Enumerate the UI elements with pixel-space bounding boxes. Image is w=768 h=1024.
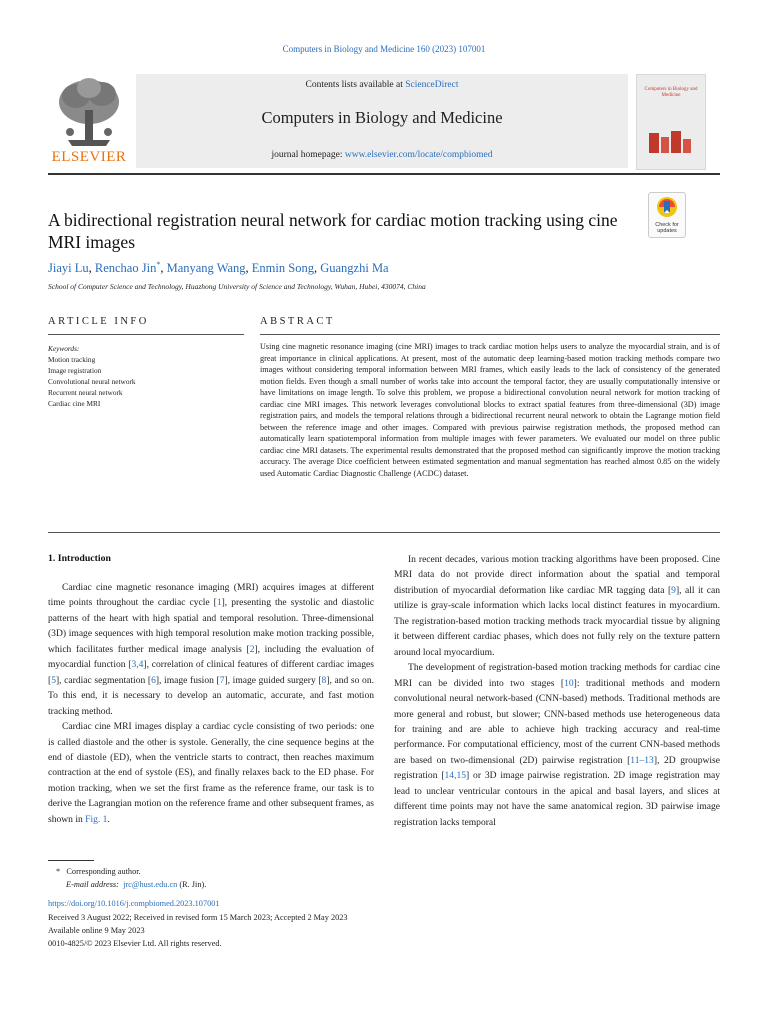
footnote-rule bbox=[48, 860, 94, 861]
citation-link[interactable]: 9 bbox=[671, 584, 676, 596]
doi-link[interactable]: https://doi.org/10.1016/j.compbiomed.2023.107001 bbox=[48, 899, 220, 908]
citation-link[interactable]: 6 bbox=[151, 674, 156, 686]
author-separator: , bbox=[313, 261, 321, 276]
header-rule bbox=[48, 173, 720, 175]
journal-banner bbox=[136, 74, 628, 168]
homepage-prefix: journal homepage: bbox=[271, 150, 345, 160]
citation-link[interactable]: 11–13 bbox=[630, 754, 654, 766]
body-text: Cardiac cine MRI images display a cardiac cycle consisting of two periods: one is called diastole and the other is systole. Generally, the cine sequence begins at the end of diastole (ED), when the ventricle starts to contract, then reaches maximum contraction at the end of systole (ES), and finally relaxes back to the ED phase. For motion tracking, when we set the first frame as the reference frame, our task is to derive the Lagrangian motion on the reference frame and other subsequent frames, as shown in bbox=[48, 721, 374, 825]
affiliation: School of Computer Science and Technology, Huazhong University of Science and Technology, Wuhan, Hubei, 430074, China bbox=[48, 282, 426, 291]
body-text: In recent decades, various motion tracking algorithms have been proposed. Cine MRI data do not provide direct information about the spatial and temporal distribution of myocardial deformation like cardiac MR tagging data [ bbox=[394, 554, 720, 596]
citation-link[interactable]: 5 bbox=[51, 674, 56, 686]
body-text: ], cardiac segmentation [ bbox=[55, 674, 152, 686]
body-text: ] or 3D image pairwise registration. 2D image registration may lead to unclear ventricular contours in the apical and basal layers, and slices at different time points may not have the same anatomical region. 3D pairwise image registration lacks temporal bbox=[394, 770, 720, 828]
author-link[interactable]: Jiayi Lu bbox=[48, 261, 89, 276]
citation-link[interactable]: 10 bbox=[564, 677, 574, 689]
author-link[interactable]: Enmin Song bbox=[251, 261, 314, 276]
author-link[interactable]: Guangzhi Ma bbox=[320, 261, 389, 276]
author-link[interactable]: Renchao Jin bbox=[94, 261, 157, 276]
author-separator: , bbox=[88, 261, 95, 276]
journal-cover-thumbnail[interactable] bbox=[636, 74, 706, 170]
author-list bbox=[48, 260, 389, 276]
cover-art-icon bbox=[649, 129, 693, 155]
article-title: A bidirectional registration neural network for cardiac motion tracking using cine MRI images bbox=[48, 210, 618, 252]
article-info-rule bbox=[48, 334, 244, 335]
author-link[interactable]: Manyang Wang bbox=[166, 261, 246, 276]
elsevier-logo[interactable] bbox=[48, 74, 130, 168]
body-text: ], presenting the systolic and diastolic patterns of the heart with high spatial and temporal resolution. Three-dimensional (3D) image sequences with high temporal resolution make motion tracking possible, which facilitates further medical image analysis [ bbox=[48, 597, 375, 655]
citation-link[interactable]: Fig. 1 bbox=[85, 813, 108, 825]
body-text: . bbox=[107, 813, 110, 825]
body-column-left bbox=[48, 580, 374, 827]
received-dates: Received 3 August 2022; Received in revised form 15 March 2023; Accepted 2 May 2023 bbox=[48, 913, 348, 922]
citation-link[interactable]: 14,15 bbox=[444, 770, 467, 782]
body-text: ]: traditional methods and modern convolutional neural network-based (CNN-based) methods. Traditional methods are more general and robust, but slower; CNN-based methods use heterogeneous data for training and are able to achieve high tracking accuracy and real-time performance. For computational efficiency, most of the current CNN-based methods are based on two-dimensional (2D) pairwise registration [ bbox=[394, 677, 720, 766]
journal-citation-link[interactable]: Computers in Biology and Medicine 160 (2023) 107001 bbox=[282, 44, 486, 54]
author-separator: , bbox=[160, 261, 167, 276]
body-text: ], image guided surgery [ bbox=[224, 674, 322, 686]
journal-header bbox=[48, 74, 628, 168]
journal-homepage-link[interactable]: www.elsevier.com/locate/compbiomed bbox=[344, 150, 493, 160]
elsevier-tree-icon bbox=[48, 74, 130, 150]
footnote-corresponding: Corresponding author. bbox=[66, 867, 141, 876]
copyright: 0010-4825/© 2023 Elsevier Ltd. All rights reserved. bbox=[48, 939, 222, 948]
abstract-bottom-rule bbox=[48, 532, 720, 533]
contents-line bbox=[136, 80, 628, 90]
keywords-label: Keywords: bbox=[48, 344, 80, 353]
crossmark-icon bbox=[649, 193, 685, 223]
available-online: Available online 9 May 2023 bbox=[48, 926, 145, 935]
author-separator: , bbox=[245, 261, 252, 276]
body-text: Cardiac cine magnetic resonance imaging (MRI) acquires images at different time points throughout the cardiac cycle [ bbox=[48, 582, 374, 609]
keyword-item: Cardiac cine MRI bbox=[48, 399, 101, 408]
body-paragraph bbox=[48, 719, 374, 827]
homepage-line bbox=[136, 150, 628, 160]
email-link[interactable]: jrc@hust.edu.cn bbox=[123, 879, 178, 889]
article-info-heading: ARTICLE INFO bbox=[48, 316, 149, 327]
citation-link[interactable]: 7 bbox=[219, 674, 225, 686]
body-paragraph bbox=[394, 660, 720, 830]
body-text: ], correlation of clinical features of different cardiac images [ bbox=[48, 659, 374, 686]
footnote bbox=[48, 866, 206, 891]
abstract-heading: ABSTRACT bbox=[260, 316, 335, 327]
body-text: The development of registration-based motion tracking methods for cardiac cine MRI can be divided into two stages [ bbox=[394, 662, 720, 689]
footnote-mark: * bbox=[56, 867, 61, 876]
crossmark-label: Check for updates bbox=[655, 221, 679, 234]
keywords-list bbox=[48, 343, 244, 409]
sciencedirect-link[interactable]: ScienceDirect bbox=[405, 80, 459, 90]
abstract-rule bbox=[260, 334, 720, 335]
elsevier-wordmark: ELSEVIER bbox=[51, 149, 127, 165]
body-text: ], image fusion [ bbox=[155, 674, 220, 686]
keyword-item: Recurrent neural network bbox=[48, 388, 123, 397]
citation-link[interactable]: 3,4 bbox=[131, 659, 144, 671]
journal-title: Computers in Biology and Medicine bbox=[261, 108, 503, 127]
body-text: ], all it can utilize is gray-scale information which lacks local distinct features in myocardium. The registration-based motion tracking methods track myocardial tissue by aligning it between different cardiac phases, which does not fully rely on the texture pattern around local myocardium. bbox=[394, 584, 720, 658]
contents-prefix: Contents lists available at bbox=[305, 80, 406, 90]
body-text: ], 2D groupwise registration [ bbox=[394, 754, 721, 782]
corresponding-author-mark[interactable]: * bbox=[156, 260, 161, 269]
email-label: E-mail address: bbox=[66, 879, 119, 889]
body-paragraph bbox=[48, 580, 374, 719]
citation-link[interactable]: 2 bbox=[249, 643, 255, 655]
abstract-text: Using cine magnetic resonance imaging (cine MRI) images to track cardiac motion helps users to analyze the myocardial strain, and is of great importance in clinical applications. At present, most of the automatic deep learning-based motion tracking methods compare two images without considering temporal information between MRI frames, which easily leads to the lack of consistency of the generated motion fields. Even though a small number of works take into account the temporal factor, they are usually computationally intensive or have limitations on image length. To solve this problem, we propose a bidirectional convolution neural network for motion tracking of cardiac cine MRI images. This network leverages convolutional blocks to extract spatial features from three-dimensional (3D) image registration pairs, and models the temporal relations through a bidirectional recurrent neural network to obtain the Lagrange motion field between the reference image and other images. Compared with previous pairwise registration methods, the proposed method can automatically learn spatiotemporal information from multiple images with fewer parameters. We evaluated our model on three public cardiac cine MRI datasets. The experimental results demonstrated that the proposed method can significantly improve the motion tracking accuracy. The average Dice coefficient between estimated segmentation and manual segmentation has reached almost 0.85 on the widely used Automatic Cardiac Diagnostic Challenge (ACDC) dataset. bbox=[260, 342, 720, 479]
keyword-item: Motion tracking bbox=[48, 355, 96, 364]
cover-title: Computers in Biology and Medicine bbox=[644, 87, 698, 98]
body-column-right bbox=[394, 552, 720, 830]
citation-link[interactable]: 8 bbox=[321, 674, 327, 686]
body-text: ], and so on. To this end, it is necessary to develop an automatic, accurate, and fast motion tracking method. bbox=[48, 674, 374, 717]
body-paragraph bbox=[394, 552, 720, 660]
section-heading-introduction: 1. Introduction bbox=[48, 553, 111, 564]
email-suffix: (R. Jin). bbox=[177, 879, 207, 889]
keyword-item: Image registration bbox=[48, 366, 102, 375]
citation-link[interactable]: 1 bbox=[216, 597, 222, 609]
body-text: ], including the evaluation of myocardial function [ bbox=[48, 643, 374, 671]
keyword-item: Convolutional neural network bbox=[48, 377, 136, 386]
check-for-updates-button[interactable] bbox=[648, 192, 686, 238]
